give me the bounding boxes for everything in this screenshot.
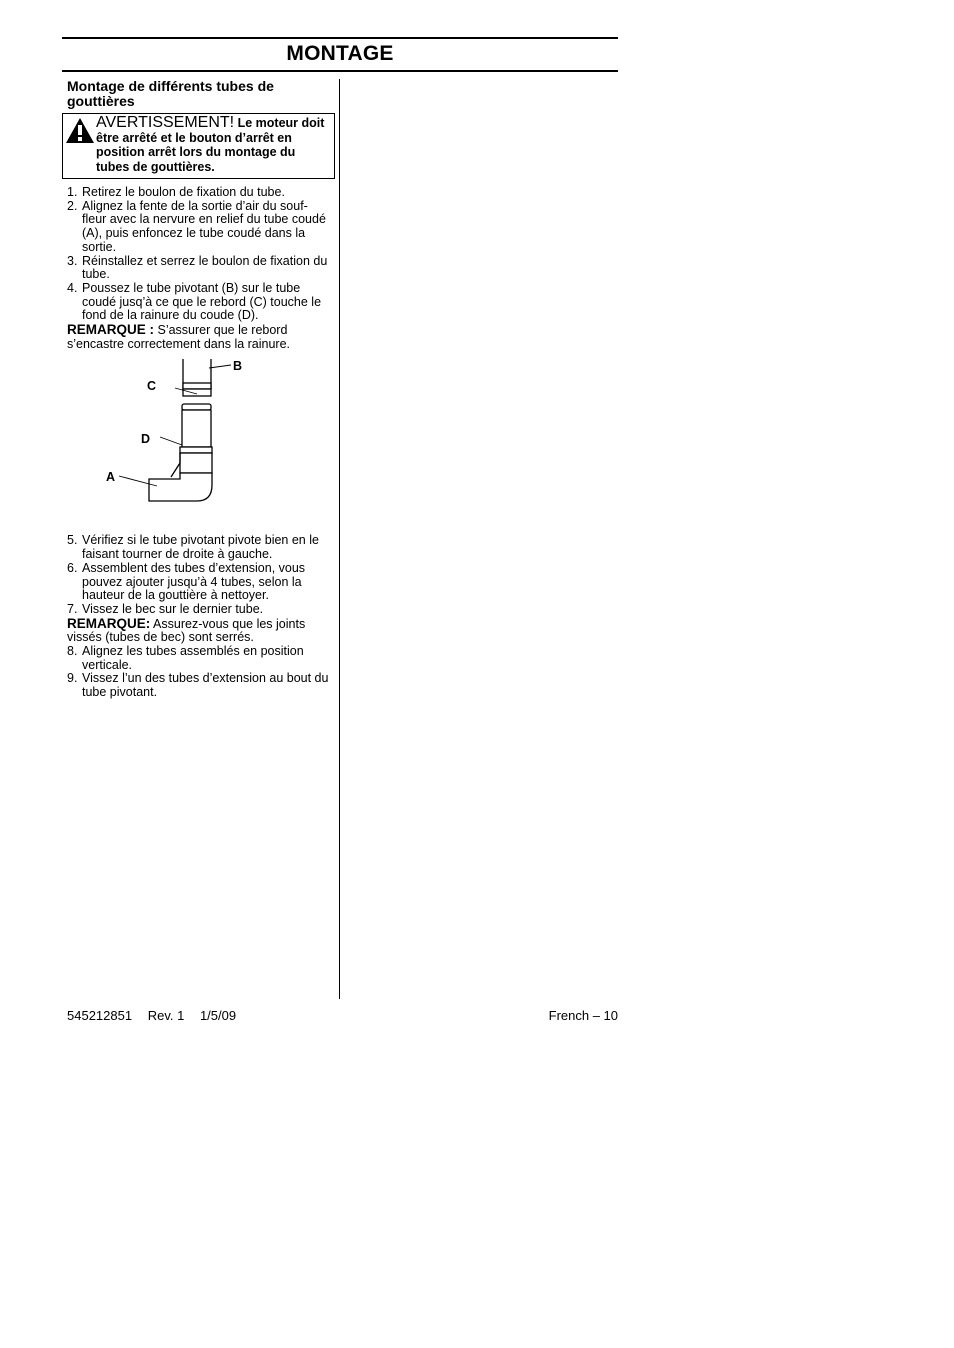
step-text: Retirez le boulon de fixation du tube. [82, 185, 285, 199]
note-2 [67, 617, 333, 645]
list-item [67, 255, 333, 282]
label-d: D [141, 432, 151, 447]
page-number: French – 10 [548, 1008, 618, 1023]
header-bottom-rule [62, 70, 618, 72]
section-title: Montage de différents tubes de gouttières [67, 78, 274, 109]
left-column [67, 79, 333, 700]
list-item [67, 534, 333, 561]
step-number: 8. [67, 644, 78, 659]
warning-triangle-icon [65, 117, 95, 144]
header-top-rule [62, 37, 618, 39]
step-text: Poussez le tube pivotant (B) sur le tube coudé jusq’à ce que le rebord (C) touche le fond de la rainure du coude (D). [82, 280, 322, 323]
list-item [67, 672, 333, 699]
note-label: REMARQUE: [67, 615, 151, 631]
note-text: S’assurer que le rebord s’encastre correctement dans la rainure. [67, 323, 291, 351]
steps-list-1 [67, 186, 333, 323]
step-text: Vérifiez si le tube pivotant pivote bien en le faisant tourner de droite à gauche. [82, 533, 319, 562]
step-number: 2. [67, 198, 78, 213]
step-text: Alignez la fente de la sortie d’air du souf- fleur avec la nervure en relief du tube coudé (A), puis enfoncez le tube coudé dans la sortie. [82, 198, 326, 254]
page-title: MONTAGE [286, 42, 394, 65]
warning-label: AVERTISSEMENT! [96, 114, 235, 131]
step-text: Réinstallez et serrez le boulon de fixation du tube. [82, 253, 328, 282]
list-item [67, 645, 333, 672]
steps-list-2 [67, 534, 333, 616]
list-item [67, 603, 333, 617]
note-text: Assurez-vous que les joints vissés (tubes de bec) sont serrés. [67, 616, 306, 645]
list-item [67, 186, 333, 200]
revision: Rev. 1 [147, 1008, 185, 1023]
step-number: 4. [67, 280, 78, 295]
step-number: 1. [67, 185, 78, 199]
step-number: 9. [67, 671, 78, 686]
note-1 [67, 323, 333, 351]
step-number: 5. [67, 533, 78, 548]
step-number: 6. [67, 560, 78, 575]
steps-list-3 [67, 645, 333, 700]
list-item [67, 562, 333, 603]
step-text: Alignez les tubes assemblés en position verticale. [82, 644, 304, 672]
step-text: Vissez le bec sur le dernier tube. [82, 601, 264, 616]
label-c: C [147, 379, 157, 394]
warning-text-block [96, 116, 331, 174]
tube-assembly-illustration [67, 359, 333, 524]
part-number: 545212851 [67, 1008, 133, 1023]
column-divider [339, 79, 340, 999]
date: 1/5/09 [199, 1008, 237, 1023]
step-number: 7. [67, 601, 78, 616]
label-a: A [106, 470, 116, 485]
tube-figure [67, 359, 333, 524]
step-text: Assemblent des tubes d’extension, vous pouvez ajouter jusqu’à 4 tubes, selon la hauteur de la gouttière à nettoyer. [82, 560, 306, 603]
list-item [67, 282, 333, 323]
step-text: Vissez l’un des tubes d’extension au bout du tube pivotant. [82, 671, 329, 700]
footer-document-info [67, 1008, 248, 1023]
list-item [67, 200, 333, 255]
warning-text: Le moteur doit être arrêté et le bouton d’arrêt en position arrêt lors du montage du tubes de gouttières. [96, 116, 325, 174]
label-b: B [233, 359, 243, 374]
step-number: 3. [67, 253, 78, 268]
note-label: REMARQUE : [67, 322, 154, 338]
warning-box [62, 113, 335, 179]
